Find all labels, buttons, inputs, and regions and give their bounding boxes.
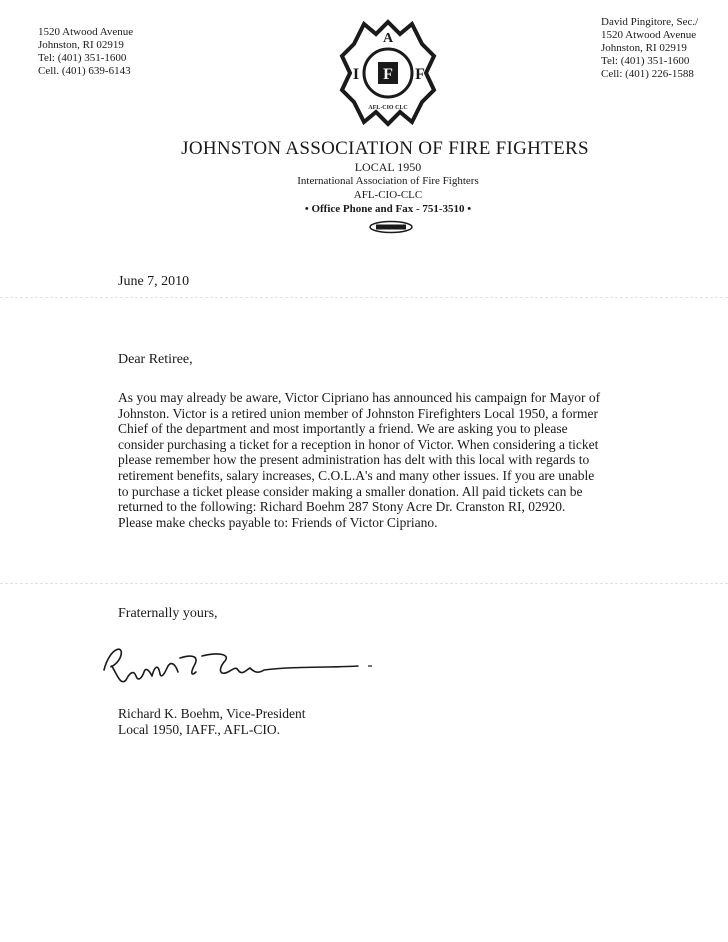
logo-top-letter: A: [382, 31, 394, 46]
logo-right-letter: F: [415, 66, 425, 83]
scan-fold-line: [0, 297, 728, 298]
logo-left-letter: I: [352, 66, 360, 83]
letter-body-line: please remember how the present administration has delt with this local with regards to: [118, 452, 590, 468]
letter-body-line: Johnston. Victor is a retired union member of Johnston Firefighters Local 1950, a former: [118, 405, 598, 421]
secretary-address-right: [601, 16, 698, 81]
address-city: Johnston, RI 02919: [38, 39, 124, 51]
letter-body-line: consider purchasing a ticket for a reception in honor of Victor. When considering a ticket: [118, 436, 599, 452]
letterhead-title: JOHNSTON ASSOCIATION OF FIRE FIGHTERS: [181, 138, 589, 159]
address-street: 1520 Atwood Avenue: [601, 29, 697, 41]
sender-address-left: [38, 26, 133, 78]
letter-body: [118, 390, 668, 530]
address-cell: Cell: (401) 226-1588: [601, 68, 694, 80]
scan-fold-line: [0, 583, 728, 584]
secretary-name: David Pingitore, Sec./: [601, 16, 699, 28]
signer-title: Local 1950, IAFF., AFL-CIO.: [118, 722, 281, 737]
letter-body-line: Chief of the department and most importantly a friend. We are asking you to please: [118, 421, 568, 437]
letterhead-subtitle: [0, 160, 728, 216]
address-tel: Tel: (401) 351-1600: [38, 52, 127, 64]
handwritten-signature: [96, 636, 386, 692]
letterhead-phone: • Office Phone and Fax - 751-3510 •: [304, 203, 472, 215]
letter-body-line: returned to the following: Richard Boehm 287 Stony Acre Dr. Cranston RI, 02920.: [118, 499, 566, 515]
address-street: 1520 Atwood Avenue: [38, 26, 134, 38]
letter-body-line: to purchase a ticket please consider making a smaller donation. All paid tickets can be: [118, 483, 583, 499]
address-city: Johnston, RI 02919: [601, 42, 687, 54]
logo-center-letter: F: [383, 66, 393, 83]
letter-body-line: Please make checks payable to: Friends of Victor Cipriano.: [118, 514, 438, 530]
letter-body-line: As you may already be aware, Victor Cipriano has announced his campaign for Mayor of: [118, 390, 601, 405]
signer-name: Richard K. Boehm, Vice-President: [118, 706, 306, 721]
letter-closing: Fraternally yours,: [118, 606, 218, 621]
letterhead-local: LOCAL 1950: [354, 160, 422, 174]
letter-salutation: Dear Retiree,: [118, 352, 193, 367]
signer-block: [118, 706, 306, 738]
iaff-maltese-cross-logo: [338, 18, 438, 128]
letter-body-line: retirement benefits, salary increases, C.O.L.A's and many other issues. If you are unable: [118, 467, 595, 483]
letterhead-affiliation: International Association of Fire Fighters: [297, 175, 479, 187]
union-label-bug-icon: [368, 220, 414, 234]
logo-bottom-text: AFL-CIO CLC: [368, 105, 408, 111]
address-tel: Tel: (401) 351-1600: [601, 55, 690, 67]
letter-date: June 7, 2010: [118, 274, 190, 289]
address-cell: Cell. (401) 639-6143: [38, 65, 131, 77]
letterhead-afl: AFL-CIO-CLC: [353, 189, 423, 201]
